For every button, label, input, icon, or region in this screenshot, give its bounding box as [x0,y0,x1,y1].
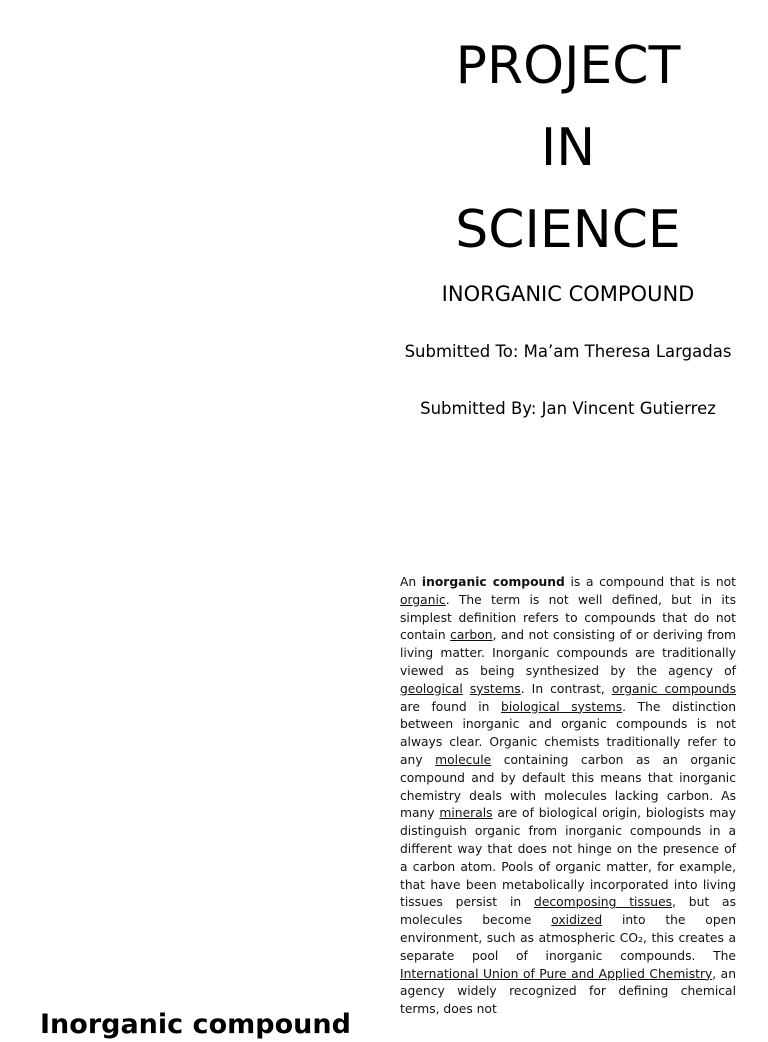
text-run: containing carbon as an organic compound and by default this means that inorganic chemistry deals with molecules lacking carbon. As many [400,752,736,821]
title-line-project: PROJECT [455,36,681,96]
link-minerals[interactable]: minerals [439,806,493,821]
link-organic[interactable]: organic [400,592,446,607]
link-oxidized[interactable]: oxidized [551,913,603,928]
link-organic-compounds[interactable]: organic compounds [611,681,736,696]
subtitle: INORGANIC COMPOUND [441,282,695,306]
link-molecule[interactable]: molecule [435,752,492,767]
text-run: into the open environment, such as atmospheric CO₂, this creates a separate pool of inorganic compounds. The [400,913,736,963]
link-decomposing-tissues[interactable]: decomposing tissues [534,895,673,910]
section-heading: Inorganic compound [40,1009,351,1040]
submitted-by: Submitted By: Jan Vincent Gutierrez [420,399,716,418]
bold-term: inorganic compound [421,575,565,589]
link-geological[interactable]: geological [400,681,463,696]
text-run: . In contrast, [520,681,612,696]
text-run: . The term is not well defined, but in its simplest definition refers to compounds that do not contain [400,592,736,643]
title-line-science: SCIENCE [455,200,681,260]
article-paragraph [400,574,736,1019]
link-iupac[interactable]: International Union of Pure and Applied Chemistry [400,966,713,981]
submitted-to: Submitted To: Ma’am Theresa Largadas [404,342,732,361]
text-run: is a compound that is not [564,575,737,589]
text-run: , an agency widely recognized for defining chemical terms, does not [400,966,736,1017]
text-run: An [400,575,422,589]
text-run [463,682,470,696]
text-run: are found in [400,699,502,714]
text-run: are of biological origin, biologists may distinguish organic from inorganic compounds in a different way that does not hinge on the presence of a carbon atom. Pools of organic matter, for example, that have been metabolically incorporated into living tissues persist in [400,806,736,910]
title-line-in: IN [540,118,596,178]
link-systems[interactable]: systems [469,681,521,696]
link-biological-systems[interactable]: biological systems [501,699,623,714]
text-run: , but as molecules become [400,895,737,928]
text-run: . The distinction between inorganic and organic compounds is not always clear. Organic chemists traditionally refer to any [400,699,736,767]
text-run: , and not consisting of or deriving from living matter. Inorganic compounds are traditionally viewed as being synthesized by the agency of [400,628,737,678]
link-carbon[interactable]: carbon [450,628,493,643]
